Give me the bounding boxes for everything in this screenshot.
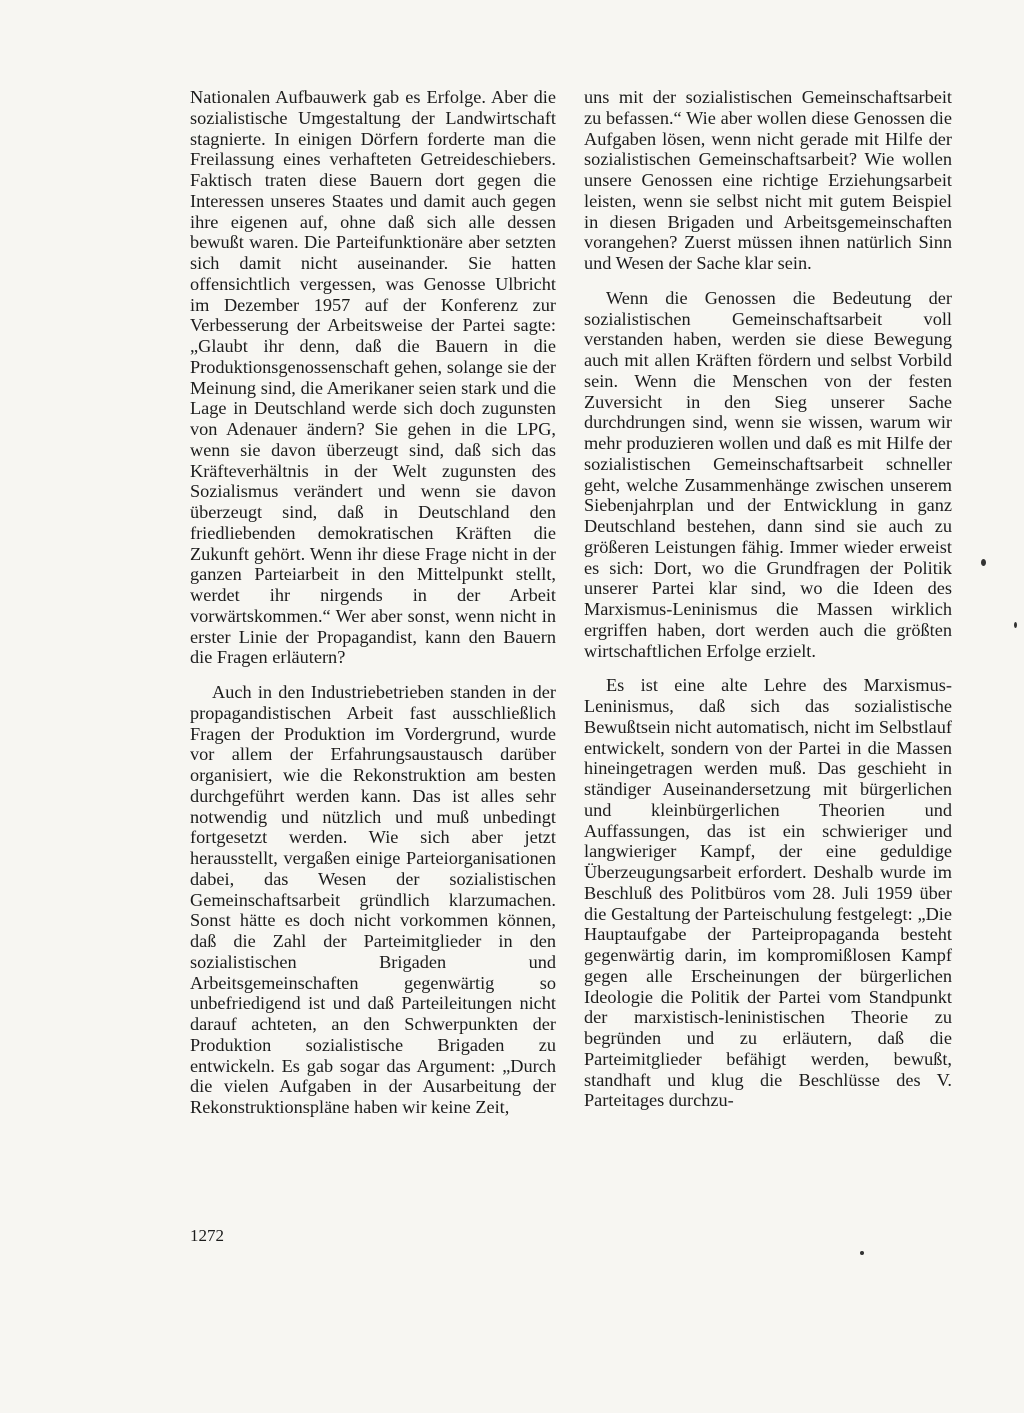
paragraph: Auch in den Industriebetrieben standen in der propagandistischen Arbeit fast ausschließlich Fragen der Produktion im Vordergrund, wurde vor allem der Erfahrungsaustausch darüber organisiert, wie die Rekonstruktion am besten durchgeführt werden kann. Das ist alles sehr notwendig und nützlich und muß unbedingt fortgesetzt werden. Wie sich aber jetzt herausstellt, vergaßen einige Parteiorganisationen dabei, das Wesen der sozialistischen Gemeinschaftsarbeit gründlich klarzumachen. Sonst hätte es doch nicht vorkommen können, daß die Zahl der Parteimitglieder in den sozialistischen Brigaden und Arbeitsgemeinschaften gegenwärtig so unbefriedigend ist und daß Parteileitungen nicht darauf achteten, an den Schwerpunkten der Produktion sozialistische Brigaden zu entwickeln. Es gab sogar das Argument: „Durch die vielen Aufgaben in der Ausarbeitung der Rekonstruktionspläne haben wir keine Zeit, <box>190 682 556 1117</box>
text-column-left <box>190 87 556 1118</box>
paragraph-gap <box>584 661 952 675</box>
page-number: 1272 <box>190 1226 224 1245</box>
paragraph-gap <box>584 274 952 288</box>
paragraph: Wenn die Genossen die Bedeutung der sozialistischen Gemeinschaftsarbeit voll verstanden haben, werden sie diese Bewegung auch mit allen Kräften fördern und selbst Vorbild sein. Wenn die Menschen von der festen Zuversicht in den Sieg unserer Sache durchdrungen sind, wenn sie wissen, warum wir mehr produzieren wollen und daß es mit Hilfe der sozialistischen Gemeinschaftsarbeit schneller geht, welche Zusammenhänge zwischen unserem Siebenjahrplan und der Entwicklung in ganz Deutschland bestehen, dann sind sie auch zu größeren Leistungen fähig. Immer wieder erweist es sich: Dort, wo die Grundfragen der Politik unserer Partei klar sind, wo die Ideen des Marxismus-Leninismus die Massen wirklich ergriffen haben, dort werden auch die größten wirtschaftlichen Erfolge erzielt. <box>584 287 952 661</box>
scan-speck <box>981 559 986 566</box>
paragraph: Nationalen Aufbauwerk gab es Erfolge. Aber die sozialistische Umgestaltung der Landwirtschaft stagnierte. In einigen Dörfern forderte man die Freilassung eines verhafteten Getreideschiebers. Faktisch traten diese Bauern dort gegen die Interessen unseres Staates und damit auch gegen ihre eigenen auf, ohne daß sich alle dessen bewußt waren. Die Parteifunktionäre aber setzten sich damit nicht auseinander. Sie hatten offensichtlich vergessen, was Genosse Ulbricht im Dezember 1957 auf der Konferenz zur Verbesserung der Arbeitsweise der Partei sagte: „Glaubt ihr denn, daß die Bauern in die Produktionsgenossenschaft gehen, solange sie der Meinung sind, die Amerikaner seien stark und die Lage in Deutschland werde sich doch zugunsten von Adenauer ändern? Sie gehen in die LPG, wenn sie davon überzeugt sind, daß sich das Kräfteverhältnis in der Welt zugunsten des Sozialismus verändert und wenn sie davon überzeugt sind, daß in Deutschland den friedliebenden demokratischen Kräften die Zukunft gehört. Wenn ihr diese Frage nicht in der ganzen Parteiarbeit in den Mittelpunkt stellt, werdet ihr nirgends in der Arbeit vorwärtskommen.“ Wer aber sonst, wenn nicht in erster Linie der Propagandist, kann den Bauern die Fragen erläutern? <box>190 87 556 668</box>
paragraph: uns mit der sozialistischen Gemeinschaftsarbeit zu befassen.“ Wie aber wollen diese Genossen die Aufgaben lösen, wenn nicht gerade mit Hilfe der sozialistischen Gemeinschaftsarbeit? Wie wollen unsere Genossen eine richtige Erziehungsarbeit leisten, wenn sie selbst nicht mit gutem Beispiel in diesen Brigaden und Arbeitsgemeinschaften vorangehen? Zuerst müssen ihnen natürlich Sinn und Wesen der Sache klar sein. <box>584 87 952 273</box>
paragraph-gap <box>190 668 556 682</box>
scan-speck <box>860 1251 864 1255</box>
paragraph: Es ist eine alte Lehre des Marxismus-Leninismus, daß sich das sozialistische Bewußtsein nicht automatisch, nicht im Selbstlauf entwickelt, sondern von der Partei in die Massen hineingetragen werden muß. Das geschieht in ständiger Auseinandersetzung mit bürgerlichen und kleinbürgerlichen Theorien und Auffassungen, das ist ein schwieriger und langwieriger Kampf, der eine geduldige Überzeugungsarbeit erfordert. Deshalb wurde im Beschluß des Politbüros vom 28. Juli 1959 über die Gestaltung der Parteischulung festgelegt: „Die Hauptaufgabe der Parteipropaganda besteht gegenwärtig darin, im kompromißlosen Kampf gegen alle Erscheinungen der bürgerlichen Ideologie die Politik der Partei vom Standpunkt der marxistisch-leninistischen Theorie zu begründen und zu erläutern, daß die Parteimitglieder befähigt werden, bewußt, standhaft und klug die Beschlüsse des V. Parteitages durchzu- <box>584 675 952 1111</box>
scan-speck <box>1014 622 1017 628</box>
text-column-right <box>584 87 952 1111</box>
